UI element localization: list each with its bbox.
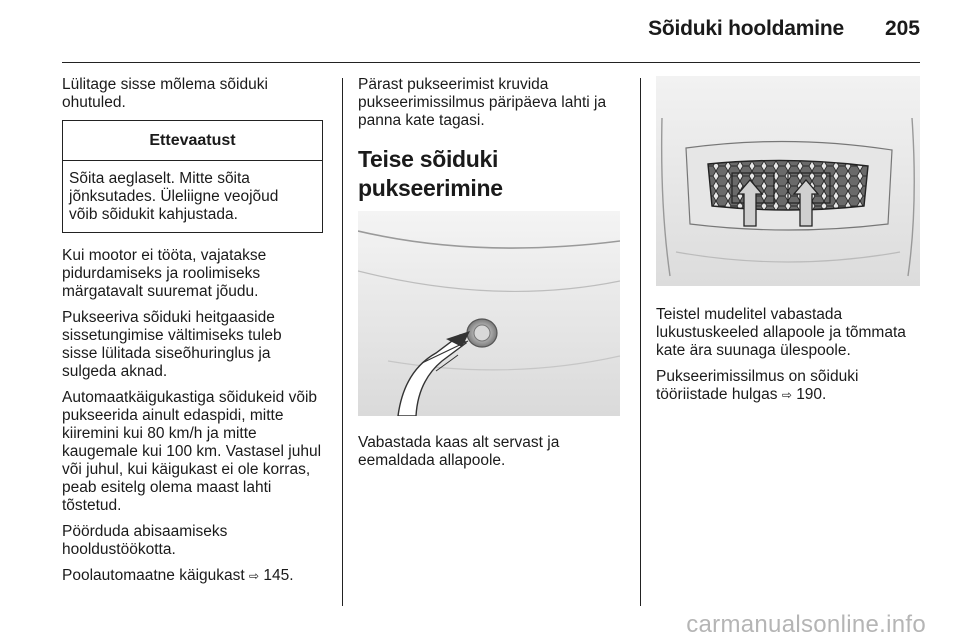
arrow-right-outline-icon: ⇨: [781, 388, 792, 402]
column-divider-2: [640, 78, 641, 606]
column-divider-1: [342, 78, 343, 606]
watermark: carmanualsonline.info: [686, 611, 926, 638]
page-number: 205: [884, 17, 920, 40]
section-heading: Teise sõiduki pukseerimine: [358, 146, 503, 201]
paragraph-after-towing: Pärast pukseerimist kruvida pukseerimissilmus päripäeva lahti ja panna kate tagasi.: [358, 76, 607, 129]
paragraph-service: Pöörduda abisaamiseks hooldustöökotta.: [62, 523, 228, 558]
paragraph-tool-kit: [656, 368, 924, 404]
towing-eye-cover-illustration: [656, 76, 920, 286]
paragraph-engine-off: Kui mootor ei tööta, vajatakse pidurdamiseks ja roolimiseks märgatavalt suuremat jõudu.: [62, 247, 267, 300]
column-middle: [358, 76, 626, 478]
tool-kit-text: Pukseerimissilmus on sõiduki tööriistade hulgas: [656, 368, 859, 403]
semi-automatic-text: Poolautomaatne käigukast: [62, 567, 249, 584]
header-divider: [62, 62, 920, 63]
page-header-title: Sõiduki hooldamine: [648, 17, 844, 40]
figure-caption: Vabastada kaas alt servast ja eemaldada allapoole.: [358, 434, 560, 469]
paragraph-automatic: Automaatkäigukastiga sõidukeid võib pukseerida ainult edaspidi, mitte kiiremini kui 80 km/h ja mitte kaugemale kui 100 km. Vastasel juhul või juhul, kui käigukast ei ole korras, peab esitelg olema maast lahti tõstetud.: [62, 389, 322, 514]
page-reference-link[interactable]: 190.: [796, 386, 827, 403]
warning-text: Sõita aeglaselt. Mitte sõita jõnksutades. Üleliigne veojõud võib sõidukit kahjustada.: [69, 170, 279, 223]
paragraph-other-models: Teistel mudelitel vabastada lukustuskeeled allapoole ja tõmmata kate ära suunaga ülespoole.: [656, 306, 906, 359]
warning-box: [62, 120, 323, 233]
column-right: [656, 306, 924, 412]
page-reference-link[interactable]: 145.: [263, 567, 294, 584]
arrow-right-outline-icon: ⇨: [248, 569, 260, 583]
column-left: [62, 76, 327, 593]
warning-title: Ettevaatust: [63, 121, 322, 161]
bumper-cover-illustration: [358, 211, 620, 416]
intro-paragraph: Lülitage sisse mõlema sõiduki ohutuled.: [62, 76, 268, 111]
paragraph-exhaust: Pukseeriva sõiduki heitgaaside sissetungimise vältimiseks tuleb sisse lülitada siseõhuringlus ja sulgeda aknad.: [62, 309, 282, 380]
paragraph-semi-automatic: [62, 567, 327, 585]
